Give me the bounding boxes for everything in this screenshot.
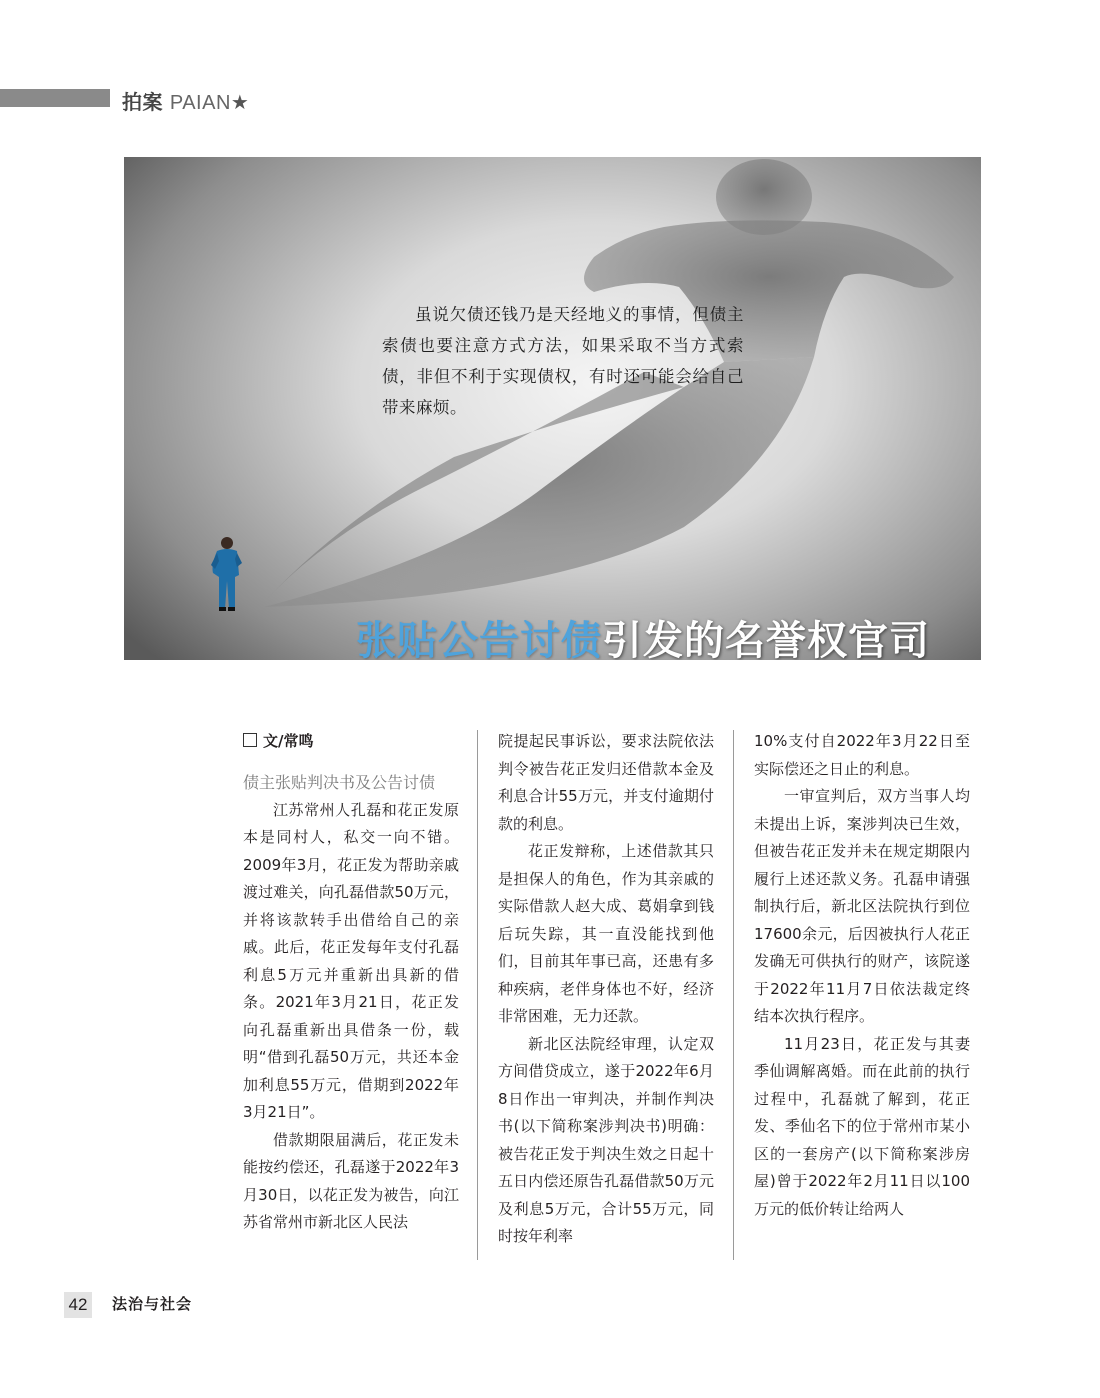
article-title — [356, 609, 930, 660]
star-icon: ★ — [230, 90, 250, 114]
paragraph: 11月23日，花正发与其妻季仙调解离婚。而在此前的执行过程中，孔磊就了解到，花正发、季仙名下的位于常州市某小区的一套房产(以下简称案涉房屋)曾于2022年2月11日以100万元的低价转让给两人 — [754, 1034, 970, 1218]
article-column-2 — [498, 728, 714, 1251]
byline — [243, 728, 459, 755]
page-number: 42 — [64, 1292, 92, 1318]
magazine-name: 法治与社会 — [112, 1295, 193, 1313]
section-header-bar — [0, 89, 110, 107]
paragraph: 10%支付自2022年3月22日至实际偿还之日止的利息。 — [754, 732, 970, 778]
lead-paragraph: 虽说欠债还钱乃是天经地义的事情，但债主索债也要注意方式方法，如果采取不当方式索债，非但不利于实现债权，有时还可能会给自己带来麻烦。 — [382, 305, 744, 417]
paragraph: 一审宣判后，双方当事人均未提出上诉，案涉判决已生效，但被告花正发并未在规定期限内履行上述还款义务。孔磊申请强制执行后，新北区法院执行到位17600余元，后因被执行人花正发确无可供执行的财产，该院遂于2022年11月7日依法裁定终结本次执行程序。 — [754, 787, 970, 1025]
section-name-en: PAIAN — [169, 92, 231, 114]
square-icon — [243, 733, 257, 747]
section-header — [122, 86, 249, 115]
byline-text: 文/常鸣 — [263, 732, 314, 750]
section-name-cn: 拍案 — [122, 90, 163, 114]
businessman-figure — [209, 535, 243, 611]
paragraph: 江苏常州人孔磊和花正发原本是同村人，私交一向不错。2009年3月，花正发为帮助亲戚渡过难关，向孔磊借款50万元，并将该款转手出借给自己的亲戚。此后，花正发每年支付孔磊利息5万元并重新出具新的借条。2021年3月21日，花正发向孔磊重新出具借条一份，载明“借到孔磊50万元，共还本金加利息55万元，借期到2022年3月21日”。 — [243, 800, 459, 1121]
hero-illustration — [124, 157, 981, 660]
paragraph: 新北区法院经审理，认定双方间借贷成立，遂于2022年6月8日作出一审判决，并制作判决书(以下简称案涉判决书)明确：被告花正发于判决生效之日起十五日内偿还原告孔磊借款50万元及利息5万元，合计55万元，同时按年利率 — [498, 1034, 714, 1245]
article-column-3 — [754, 728, 970, 1223]
title-highlight: 张贴公告讨债 — [356, 618, 602, 660]
section-subhead: 债主张贴判决书及公告讨债 — [243, 773, 436, 792]
title-rest: 引发的名誉权官司 — [602, 618, 930, 660]
paragraph: 借款期限届满后，花正发未能按约偿还，孔磊遂于2022年3月30日，以花正发为被告，向江苏省常州市新北区人民法 — [243, 1130, 459, 1231]
column-divider — [733, 730, 734, 1260]
paragraph: 花正发辩称，上述借款其只是担保人的角色，作为其亲戚的实际借款人赵大成、葛娟拿到钱后玩失踪，其一直没能找到他们，目前其年事已高，还患有多种疾病，老伴身体也不好，经济非常困难，无力还款。 — [498, 842, 714, 1025]
paragraph: 院提起民事诉讼，要求法院依法判令被告花正发归还借款本金及利息合计55万元，并支付逾期付款的利息。 — [498, 732, 714, 833]
article-column-1 — [243, 728, 459, 1237]
column-divider — [477, 730, 478, 1260]
